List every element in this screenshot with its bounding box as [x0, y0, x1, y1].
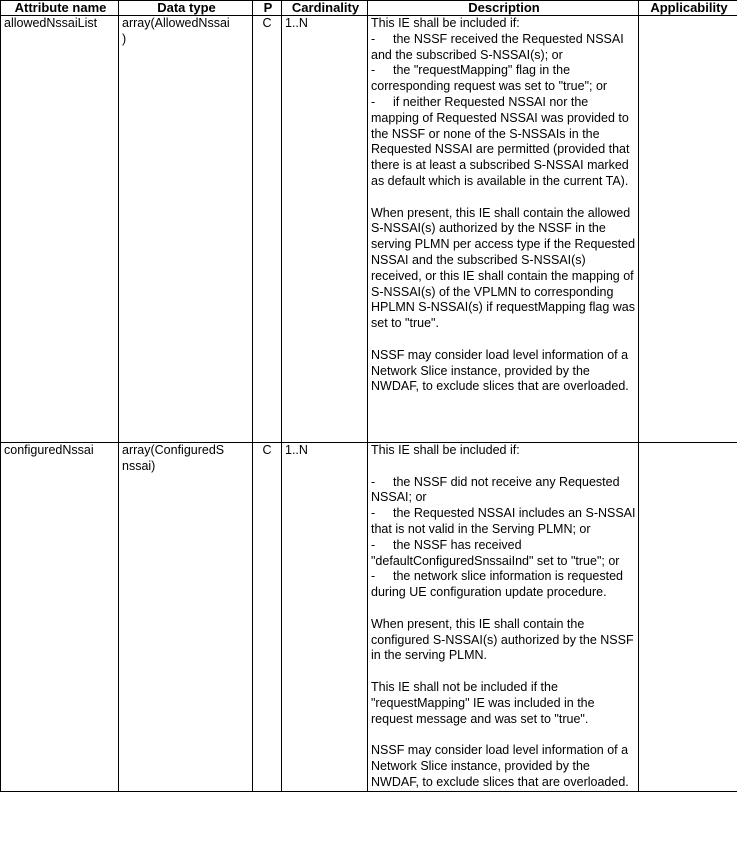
description-paragraph: When present, this IE shall contain the allowed S-NSSAI(s) authorized by the NSSF in the serving PLMN per access type if the Requested NSSAI and the subscribed S-NSSAI(s) received, or this IE shall contain the mapping of S-NSSAI(s) of the VPLMN to corresponding HPLMN S-NSSAI(s) if requestMapping flag was set to "true". [371, 205, 636, 331]
header-description: Description [368, 1, 639, 16]
header-attribute-name: Attribute name [1, 1, 119, 16]
description-bullet: - the Requested NSSAI includes an S-NSSAI that is not valid in the Serving PLMN; or [371, 506, 636, 536]
description-bullet: - if neither Requested NSSAI nor the mapping of Requested NSSAI was provided to the NSSF or none of the S-NSSAIs in the Requested NSSAI are permitted (provided that there is at least a subscribed S-NSSAI marked as default which is available in the current TA). [371, 94, 630, 188]
cardinality-cell: 1..N [282, 443, 368, 792]
cardinality-cell: 1..N [282, 16, 368, 443]
applicability-cell [639, 16, 737, 443]
header-applicability: Applicability [639, 1, 737, 16]
data-type-cell [119, 443, 253, 792]
header-cardinality: Cardinality [282, 1, 368, 16]
description-bullet: - the network slice information is requested during UE configuration update procedure. [371, 569, 623, 600]
description-bullet: - the NSSF did not receive any Requested NSSAI; or [371, 474, 620, 505]
description-paragraph: This IE shall not be included if the "requestMapping" IE was included in the request message and was set to "true". [371, 679, 595, 726]
data-type-line: array(AllowedNssai [122, 16, 230, 30]
applicability-cell [639, 443, 737, 792]
description-intro: This IE shall be included if: [371, 16, 520, 30]
description-cell [368, 443, 639, 792]
data-type-line: array(ConfiguredS [122, 443, 225, 457]
description-intro: This IE shall be included if: [371, 443, 520, 457]
presence-cell: C [253, 16, 282, 443]
description-paragraph: NSSF may consider load level information of a Network Slice instance, provided by the NWDAF, to exclude slices that are overloaded. [371, 347, 629, 394]
data-type-cell [119, 16, 253, 443]
header-data-type: Data type [119, 1, 253, 16]
description-paragraph: When present, this IE shall contain the configured S-NSSAI(s) authorized by the NSSF in the serving PLMN. [371, 616, 634, 663]
description-block [371, 16, 637, 190]
description-bullet: - the "requestMapping" flag in the corresponding request was set to "true"; or [371, 63, 608, 94]
description-cell [368, 16, 639, 443]
data-type-line: ) [122, 31, 127, 46]
description-paragraph: NSSF may consider load level information of a Network Slice instance, provided by the NWDAF, to exclude slices that are overloaded. [371, 743, 629, 789]
attribute-name-cell: allowedNssaiList [1, 16, 119, 443]
presence-cell: C [253, 443, 282, 792]
description-bullet: - the NSSF received the Requested NSSAI and the subscribed S-NSSAI(s); or [371, 31, 624, 62]
header-row [1, 1, 737, 16]
table-row [1, 16, 737, 443]
table-row [1, 443, 737, 792]
attribute-name-cell: configuredNssai [1, 443, 119, 792]
description-bullet: - the NSSF has received "defaultConfiguredSnssaiInd" set to "true"; or [371, 537, 620, 568]
header-p: P [253, 1, 282, 16]
data-type-line: nssai) [122, 458, 156, 473]
description-block [371, 475, 637, 601]
